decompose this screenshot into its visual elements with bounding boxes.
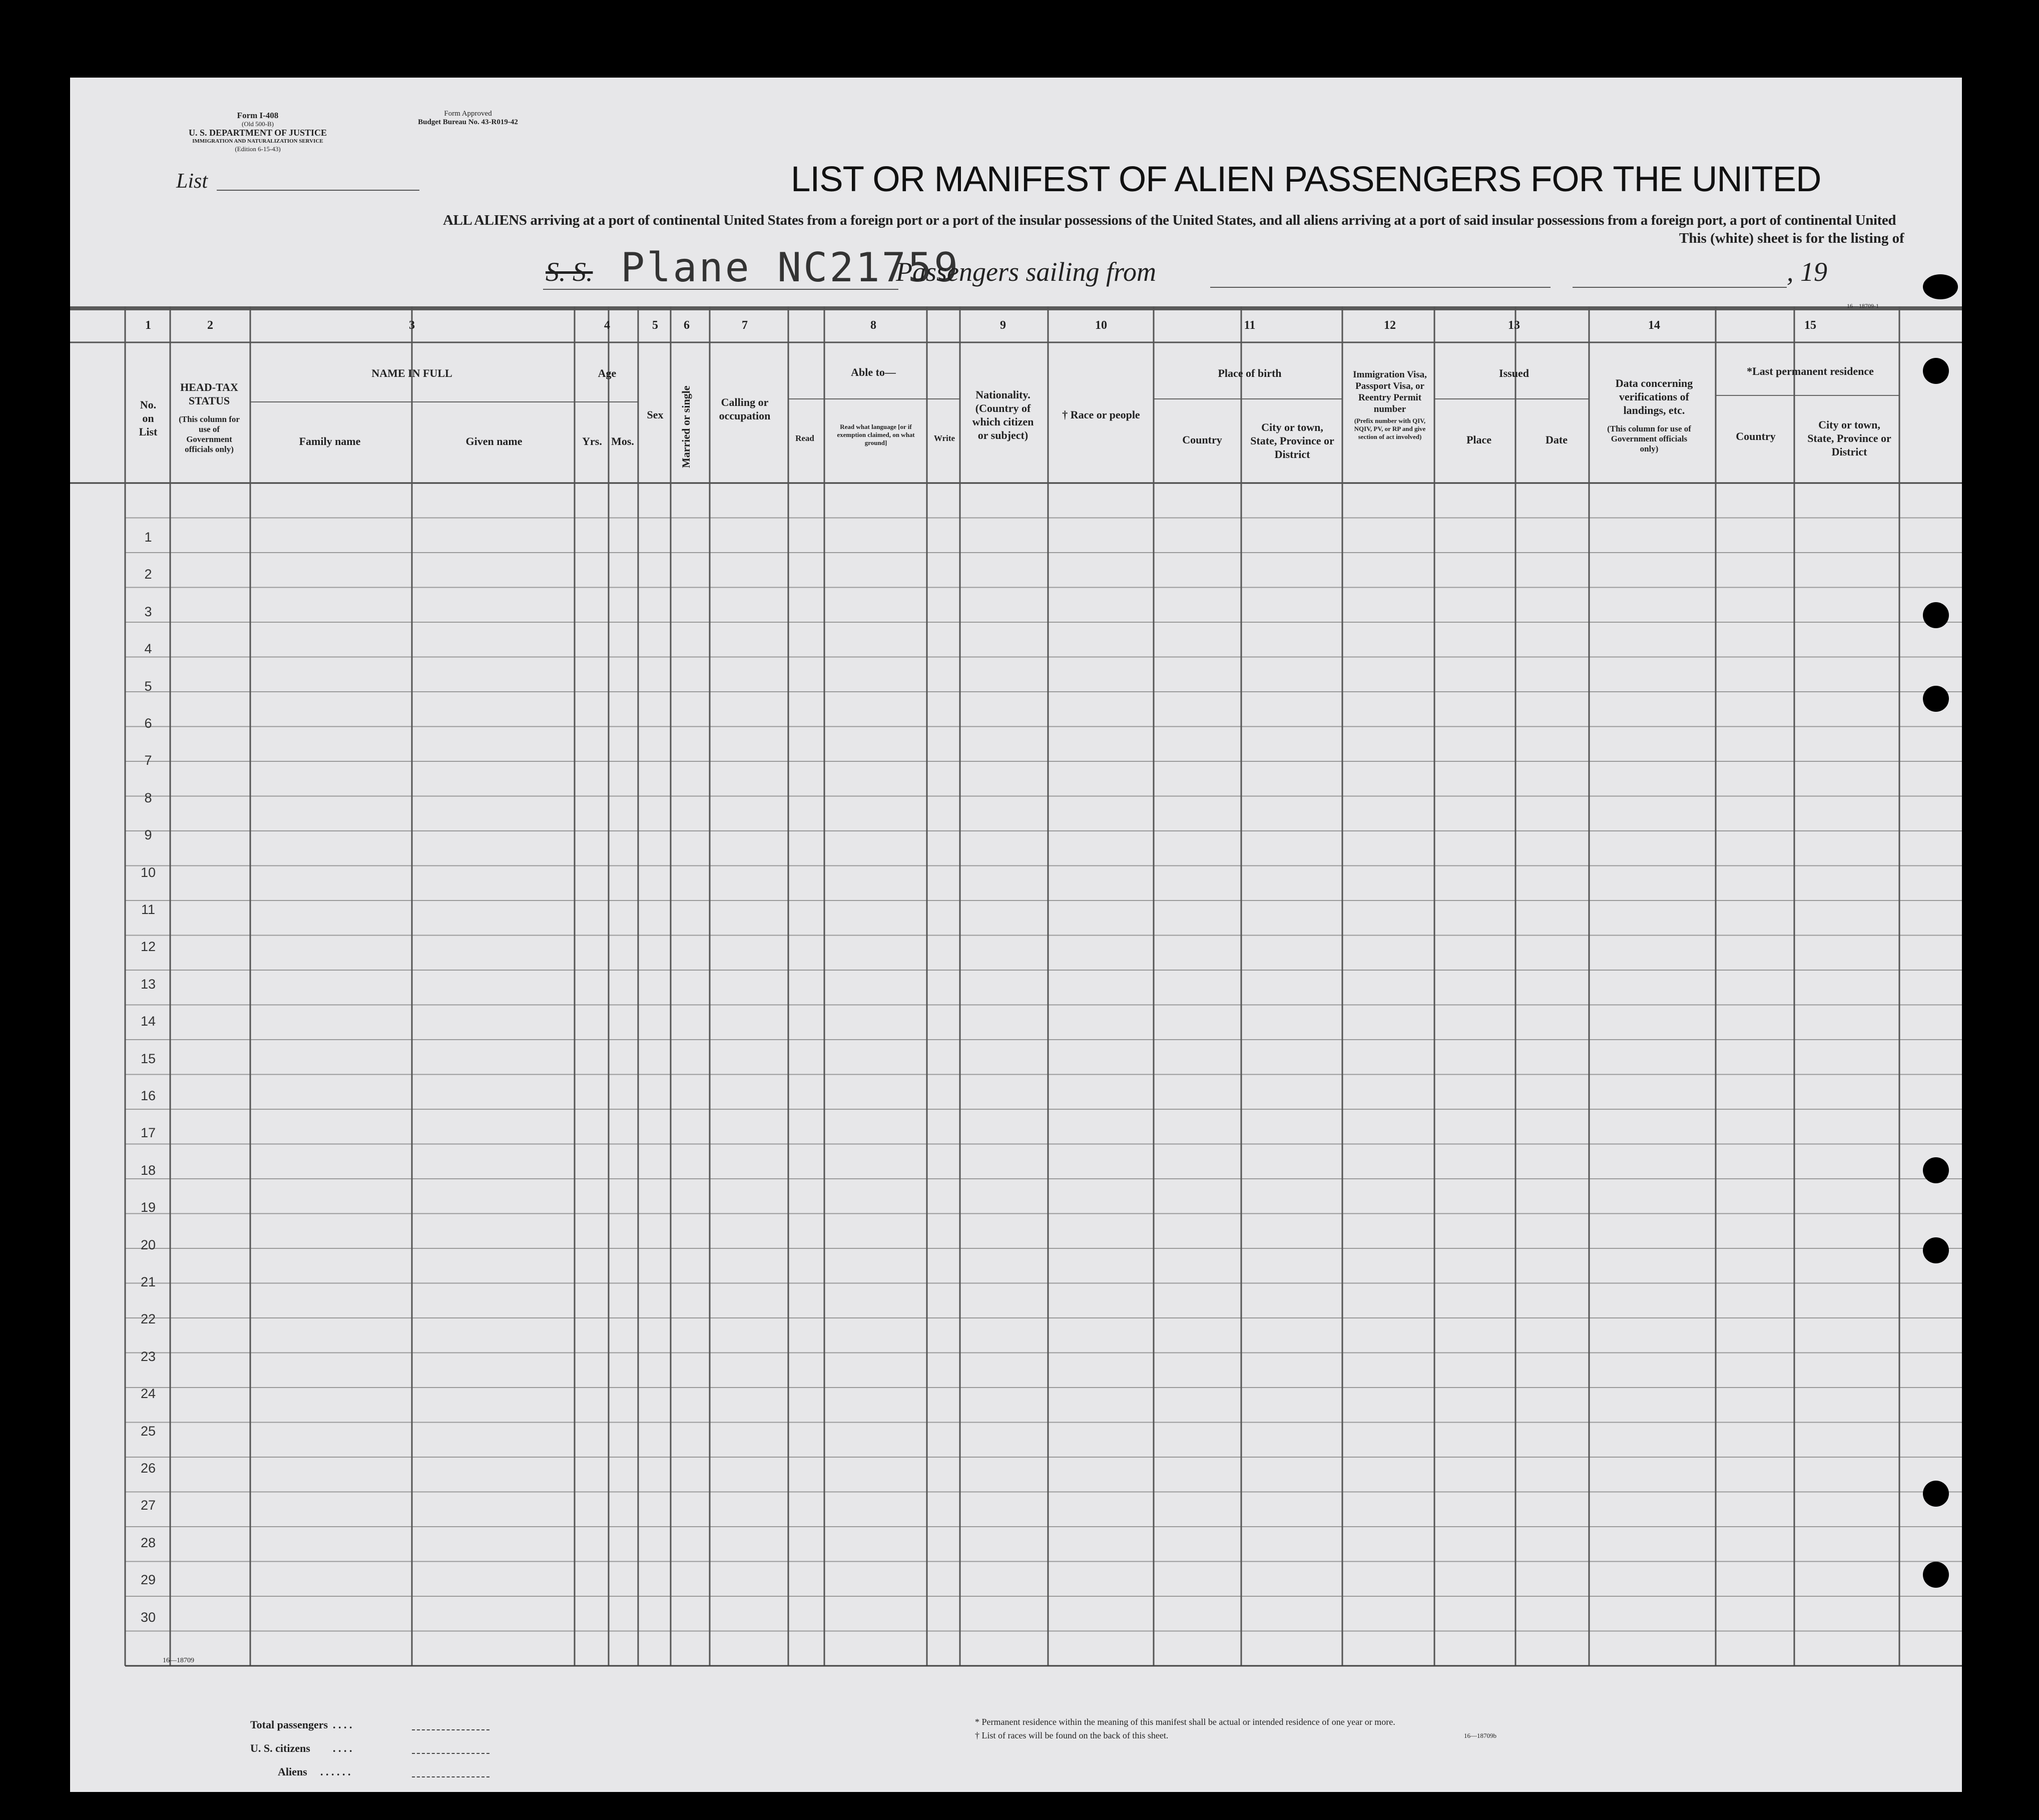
leader-dots: . . . . [333,1718,352,1731]
col-married: Married or single [680,385,692,468]
row-number: 4 [144,641,152,657]
form-approved: Form Approved [444,110,492,118]
row-number: 15 [140,1051,156,1066]
row-number: 1 [144,530,152,545]
ship-name-handwritten[interactable]: Plane NC21759 [621,244,960,291]
column-number: 6 [684,319,690,332]
department: U. S. DEPARTMENT OF JUSTICE [188,128,327,138]
col-head-tax: HEAD-TAX STATUS (This column for use of Government officials only) [179,381,240,454]
col-age: Age [598,367,617,379]
aliens-label: Aliens [278,1765,307,1778]
row-number: 8 [144,790,152,805]
us-citizens-field[interactable] [412,1753,489,1754]
col-family-name: Family name [299,435,361,447]
col-write: Write [933,433,955,443]
col-read: Read [795,433,814,443]
row-number: 19 [140,1200,156,1215]
row-number: 6 [144,716,152,731]
total-passengers-label: Total passengers [250,1718,328,1731]
year-label: , 19 [1787,257,1827,287]
punch-hole [1923,1481,1949,1507]
row-number: 20 [140,1237,156,1252]
col-no-on-list: No. on List [139,398,158,438]
budget-number: Budget Bureau No. 43-R019-42 [418,118,518,126]
row-number: 25 [140,1423,156,1439]
col-given-name: Given name [465,435,523,447]
row-number: 14 [140,1014,156,1029]
leader-dots: . . . . . . [320,1765,351,1778]
footnote-residence: * Permanent residence within the meaning of this manifest shall be actual or intended residence of one year or more. [975,1717,1395,1727]
column-number: 1 [145,319,151,332]
form-subtitle-2: This (white) sheet is for the listing of [1679,230,1904,246]
row-number: 17 [140,1125,156,1141]
column-number: 14 [1648,319,1660,332]
row-number: 16 [140,1088,156,1103]
column-number: 10 [1095,319,1107,332]
row-number: 22 [140,1311,156,1327]
row-number: 5 [144,678,152,694]
aliens-field[interactable] [412,1776,489,1777]
service: IMMIGRATION AND NATURALIZATION SERVICE [192,138,323,144]
col-birth-city: City or town, State, Province or District [1250,421,1334,461]
column-number: 11 [1244,319,1256,332]
row-number: 12 [140,939,156,955]
col-issued-date: Date [1546,433,1568,446]
header-top-rule [70,306,1962,310]
footnote-races: † List of races will be found on the back of this sheet. [975,1730,1169,1740]
punch-hole [1923,358,1949,384]
row-number: 11 [141,902,156,917]
row-number: 28 [140,1535,156,1550]
leader-dots: . . . . [333,1742,352,1754]
row-number: 18 [140,1162,156,1178]
col-able-to: Able to— [851,366,896,378]
col-issued: Issued [1499,367,1529,379]
row-number: 13 [140,976,156,992]
col-yrs: Yrs. [582,435,602,447]
column-number: 2 [207,319,213,332]
col-birth-country: Country [1182,433,1222,446]
punch-hole [1923,1157,1949,1183]
column-number: 4 [604,319,610,332]
edition: (Edition 6-15-43) [235,145,281,153]
col-calling: Calling or occupation [719,396,771,422]
sailing-label: Passengers sailing from [896,257,1157,287]
column-number: 9 [1000,319,1006,332]
ship-name-line [543,289,898,290]
form-title: LIST OR MANIFEST OF ALIEN PASSENGERS FOR THE UNITED [791,160,1821,199]
row-number: 10 [140,864,156,880]
row-number: 30 [140,1609,156,1625]
punch-hole [1923,274,1958,299]
sailing-date-field[interactable] [1573,287,1787,288]
us-citizens-label: U. S. citizens [250,1742,310,1754]
column-number: 7 [742,319,748,332]
col-name-in-full: NAME IN FULL [371,367,452,379]
col-mos: Mos. [611,435,634,447]
col-last-residence: *Last permanent residence [1747,365,1874,377]
column-number: 13 [1508,319,1520,332]
punch-hole [1923,1562,1949,1588]
row-number: 7 [144,753,152,768]
row-number: 23 [140,1348,156,1364]
punch-hole [1923,686,1949,712]
punch-hole [1923,602,1949,628]
column-number: 3 [409,319,415,332]
sailing-from-field[interactable] [1210,287,1551,288]
col-res-country: Country [1736,430,1776,442]
list-number-field[interactable] [217,190,419,191]
column-number: 15 [1804,319,1816,332]
row-number: 2 [144,567,152,582]
row-number: 24 [140,1386,156,1402]
ss-label: S. S. [546,257,593,287]
form-number: Form I-408 [237,111,279,120]
form-number-block [189,111,327,153]
form-subtitle: ALL ALIENS arriving at a port of continental United States from a foreign port or a port of the insular possessions of the United States, and all aliens arriving at a port of said insular possessions from a foreign port, a port of continental United [443,212,1896,228]
row-number: 29 [140,1572,156,1588]
col-sex: Sex [647,408,664,421]
column-number: 12 [1384,319,1396,332]
row-number: 27 [140,1498,156,1513]
col-place-of-birth: Place of birth [1218,367,1282,379]
total-passengers-field[interactable] [412,1729,489,1730]
col-issued-place: Place [1466,433,1492,446]
col-race: † Race or people [1062,408,1140,421]
row-number: 3 [144,604,152,619]
row-number: 21 [140,1274,156,1289]
row-number: 26 [140,1461,156,1476]
row-number: 9 [144,827,152,843]
punch-hole [1923,1237,1949,1263]
old-number: (Old 500-B) [242,120,274,128]
print-code-right: 16—18709b [1464,1732,1496,1739]
col-read-what: Read what language [or if exemption claimed, on what ground] [837,423,915,446]
col-visa: Immigration Visa, Passport Visa, or Reentry Permit number (Prefix number with QIV, NQIV, PV, or RP and give section of act involved) [1353,369,1427,440]
col-data-concerning: Data concerning verifications of landings, etc. (This column for use of Government officials only) [1607,377,1693,453]
column-number: 5 [652,319,658,332]
col-res-city: City or town, State, Province or District [1807,418,1891,458]
approval-block [418,110,518,127]
print-code-left: 16—18709 [163,1657,194,1664]
column-number: 8 [870,319,876,332]
col-nationality: Nationality. (Country of which citizen or subject) [972,388,1034,441]
list-label: List [176,170,208,193]
print-code-top: 16—18709-1 [1847,302,1879,309]
